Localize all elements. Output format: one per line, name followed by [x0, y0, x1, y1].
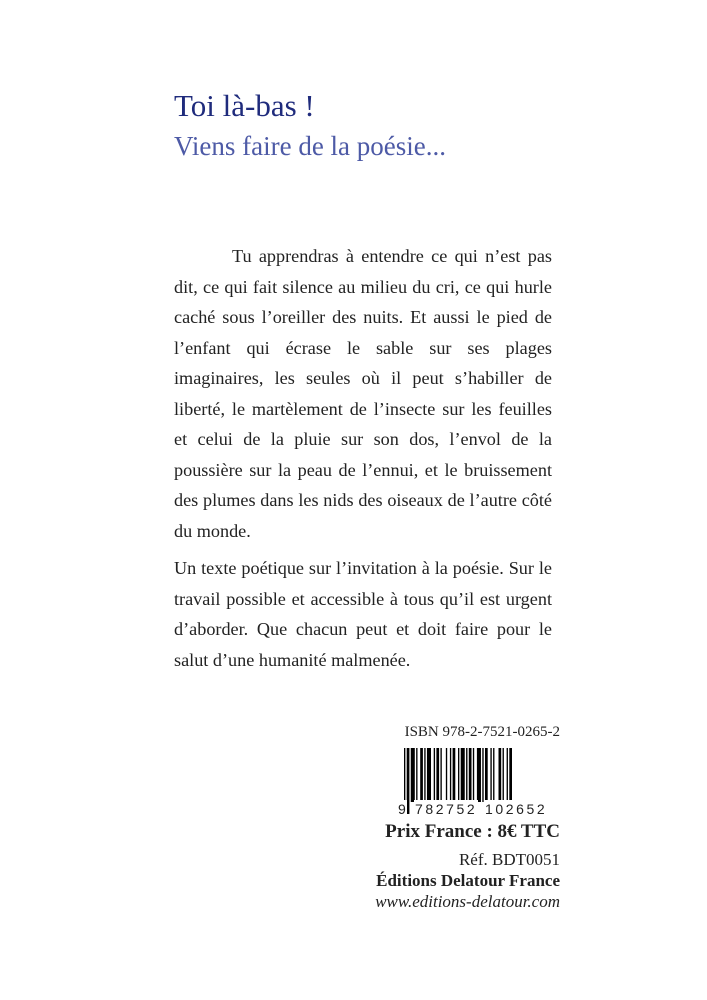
barcode-bar — [490, 748, 491, 802]
barcode-bar — [420, 748, 423, 802]
barcode-bar — [434, 748, 435, 802]
excerpt-paragraph: Tu apprendras à entendre ce qui n’est pas dit, ce qui fait silence au milieu du cri, ce qui hurle caché sous l’oreiller des nuits. Et aussi le pied de l’enfant qui écrase le sable sur ses plages imaginaires, les seules où il peut s’habiller de liberté, le martèlement de l’insecte sur les feuilles et celui de la pluie sur son dos, l’envol de la poussière sur la peau de l’ennui, et le bruissement des plumes dans les nids des oiseaux de l’autre côté du monde. — [174, 246, 552, 541]
barcode — [400, 748, 560, 820]
barcode-first-digit: 9 — [398, 801, 406, 817]
isbn-label: ISBN 978-2-7521-0265-2 — [404, 724, 560, 740]
barcode-bar — [424, 748, 425, 802]
barcode-right-digits: 102652 — [485, 801, 548, 817]
book-title: Toi là-bas ! — [174, 88, 315, 123]
barcode-bar — [499, 748, 502, 802]
barcode-bar — [416, 748, 417, 802]
barcode-bar — [440, 748, 441, 802]
barcode-bar — [461, 748, 465, 802]
barcode-bar — [436, 748, 439, 802]
barcode-bar — [469, 748, 472, 802]
summary-paragraph: Un texte poétique sur l’invitation à la poésie. Sur le travail possible et accessible à tous qu’il est urgent d’aborder. Que chacun peut et doit faire pour le salut d’une humanité malmenée. — [174, 558, 552, 670]
barcode-bar — [466, 748, 467, 802]
reference-label: Réf. BDT0051 — [458, 850, 560, 869]
price-label: Prix France : 8€ TTC — [385, 821, 560, 842]
barcode-bar — [503, 748, 504, 802]
barcode-left-digits: 782752 — [415, 801, 478, 817]
barcode-bar — [482, 748, 483, 802]
publisher-website: www.editions-delatour.com — [375, 892, 560, 911]
barcode-bar — [427, 748, 431, 802]
publisher-name: Éditions Delatour France — [376, 871, 560, 890]
barcode-bar — [446, 748, 447, 802]
barcode-bar — [411, 748, 415, 802]
barcode-bar — [407, 748, 410, 814]
barcode-bar — [453, 748, 456, 802]
barcode-bar — [477, 748, 481, 802]
barcode-bar — [473, 748, 474, 802]
barcode-bar — [493, 748, 494, 802]
barcode-bar — [450, 748, 451, 802]
barcode-bar — [485, 748, 488, 802]
barcode-bar — [507, 748, 508, 802]
book-subtitle: Viens faire de la poésie... — [174, 131, 447, 161]
